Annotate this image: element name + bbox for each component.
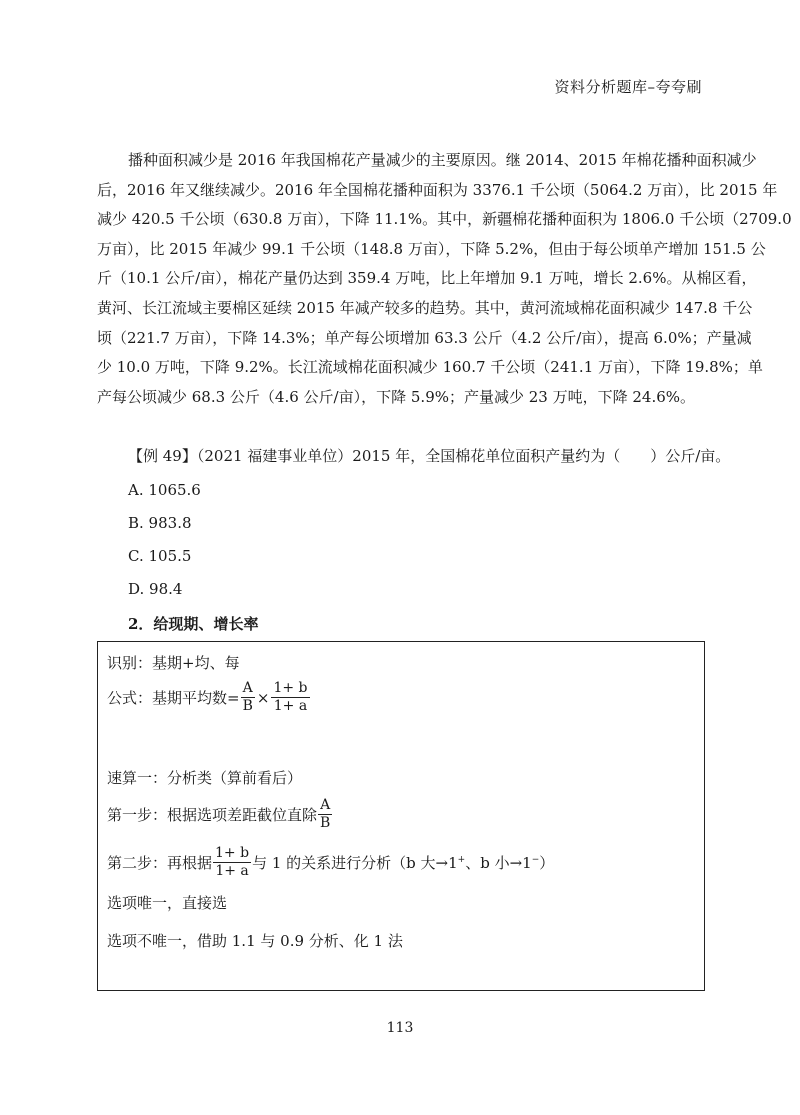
option-c[interactable]: C. 105.5 (128, 547, 192, 565)
option-b[interactable]: B. 983.8 (128, 514, 192, 532)
paragraph-line: 斤（10.1 公斤/亩），棉花产量仍达到 359.4 万吨，比上年增加 9.1 万吨，增长 2.6%。从棉区看， (97, 269, 757, 288)
fraction-denominator: 1+ a (273, 698, 308, 714)
body-paragraph (97, 146, 792, 412)
fraction-denominator: B (320, 815, 331, 831)
fraction-numerator: 1+ b (215, 845, 250, 861)
fraction-numerator: 1+ b (273, 680, 308, 696)
formula-label: 公式：基期平均数= (107, 689, 240, 707)
paragraph-line: 后，2016 年又继续减少。2016 年全国棉花播种面积为 3376.1 千公顷（5064.2 万亩），比 2015 年 (97, 180, 778, 199)
page-header: 资料分析题库–夸夸刷 (554, 78, 702, 96)
times-sign: × (256, 688, 270, 707)
section-title: 2．给现期、增长率 (128, 615, 259, 633)
method-box (97, 641, 705, 991)
fraction-growth (271, 680, 309, 715)
fraction-numerator: A (241, 680, 255, 698)
page-number: 113 (386, 1020, 414, 1036)
method-text: 速算一：分析类（算前看后） (107, 769, 303, 787)
superscript-plus: + (457, 855, 466, 865)
question-text: 【例 49】（2021 福建事业单位）2015 年，全国棉花单位面积产量约为（ ）公斤/亩。 (128, 447, 731, 465)
step1-row (107, 797, 333, 832)
option-a[interactable]: A. 1065.6 (128, 481, 201, 499)
step2-pre: 第二步：再根据 (107, 854, 213, 872)
step2-post: 与 1 的关系进行分析（b 大→1+、b 小→1−） (252, 854, 555, 872)
paragraph-line: 万亩），比 2015 年减少 99.1 千公顷（148.8 万亩），下降 5.2%，但由于每公顷单产增加 151.5 公 (97, 239, 766, 258)
option-d[interactable]: D. 98.4 (128, 580, 183, 598)
paragraph-line: 少 10.0 万吨，下降 9.2%。长江流域棉花面积减少 160.7 千公顷（241.1 万亩），下降 19.8%；单 (97, 358, 763, 377)
fraction-numerator: A (318, 797, 332, 815)
paragraph-line: 产每公顷减少 68.3 公斤（4.6 公斤/亩），下降 5.9%；产量减少 23 万吨，下降 24.6%。 (97, 387, 696, 406)
identify-text: 识别：基期+均、每 (107, 654, 240, 672)
fraction-growth (213, 845, 251, 880)
step1-text: 第一步：根据选项差距截位直除 (107, 806, 318, 824)
paragraph-line: 顷（221.7 万亩），下降 14.3%；单产每公顷增加 63.3 公斤（4.2 公斤/亩），提高 6.0%；产量减 (97, 328, 752, 347)
fraction-denominator: B (242, 698, 253, 714)
superscript-minus: − (531, 855, 540, 865)
paragraph-line: 减少 420.5 千公顷（630.8 万亩），下降 11.1%。其中，新疆棉花播种面积为 1806.0 千公顷（2709.0 (97, 210, 792, 229)
formula-row (107, 680, 311, 715)
non-unique-option-text: 选项不唯一，借助 1.1 与 0.9 分析、化 1 法 (107, 932, 403, 950)
paragraph-line: 播种面积减少是 2016 年我国棉花产量减少的主要原因。继 2014、2015 年棉花播种面积减少 (128, 151, 757, 169)
fraction-a-over-b (241, 680, 255, 715)
fraction-denominator: 1+ a (215, 863, 249, 879)
fraction-a-over-b (318, 797, 332, 832)
step2-row (107, 845, 554, 880)
unique-option-text: 选项唯一，直接选 (107, 894, 228, 912)
paragraph-line: 黄河、长江流域主要棉区延续 2015 年减产较多的趋势。其中，黄河流域棉花面积减少 147.8 千公 (97, 298, 753, 317)
